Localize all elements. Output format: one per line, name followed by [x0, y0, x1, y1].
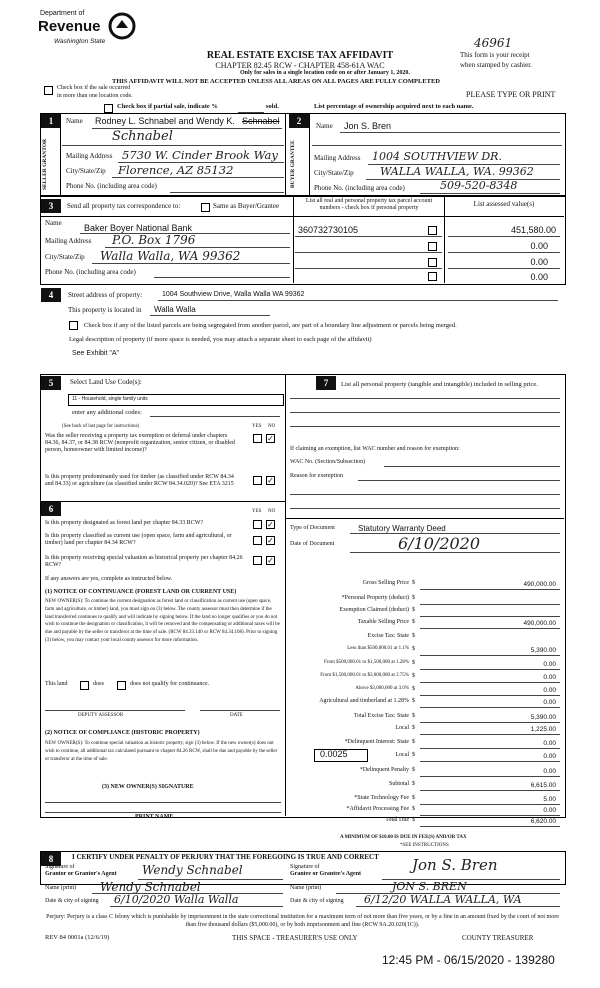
seller-side-label: SELLER GRANTOR — [42, 138, 48, 190]
tax-row-label: From $500,000.01 to $1,500,000 at 1.28% — [324, 660, 409, 665]
s8-grantee-name-label: Name (print) — [290, 885, 322, 891]
section-8-badge: 8 — [41, 852, 61, 866]
s2-name-label: Name — [316, 122, 333, 130]
s5-yes-header: YES — [252, 424, 262, 429]
buyer-side-label: BUYER GRANTEE — [290, 140, 296, 188]
footer-county: COUNTY TREASURER — [462, 934, 534, 942]
s3-mailing-label: Mailing Address — [45, 237, 92, 245]
tax-row-dollar: $ — [412, 646, 415, 652]
s6-q3-no[interactable]: ✓ — [267, 556, 274, 565]
s3-list-header: List all real and personal property tax parcel account numbers - check box if personal property — [305, 198, 433, 211]
s3-mailing-value: P.O. Box 1796 — [112, 233, 196, 247]
tax-row-dollar: $ — [412, 673, 415, 679]
s1-citystate-value: Florence, AZ 85132 — [118, 163, 234, 177]
tax-row-dollar: $ — [412, 781, 415, 787]
tax-row-value: 0.00 — [543, 674, 556, 681]
s8-sig-grantor-value: Wendy Schnabel — [142, 863, 243, 877]
s5-no-header: NO — [268, 424, 276, 429]
s3-same-label: Same as Buyer/Grantee — [213, 202, 280, 210]
s7-reason-label: Reason for exemption — [290, 473, 343, 479]
s7-exemption-claim: If claiming an exemption, list WAC number and reason for exemption: — [290, 446, 460, 452]
s4-see-exhibit: See Exhibit "A" — [72, 350, 119, 357]
s1-citystate-label: City/State/Zip — [66, 167, 106, 175]
s8-perjury: Perjury: Perjury is a class C felony which is punishable by imprisonment in the state correctional institution for a maximum term of not more than five years, or by a fine in an amount fixed by the court of not more than five thousand dollars ($5,000.00), or by both imprisonment and fine (RCW 9A.20.020(1C)). — [46, 914, 559, 928]
s4-segregated-checkbox[interactable] — [69, 321, 78, 330]
parcel-3-value: 0.00 — [530, 257, 548, 267]
s1-mailing-label: Mailing Address — [66, 152, 113, 160]
s3-same-checkbox[interactable] — [201, 203, 210, 212]
s6-date: DATE — [230, 713, 243, 718]
s1-name-label: Name — [66, 117, 83, 125]
tax-row-dollar: $ — [412, 619, 415, 625]
footer-rev: REV 84 0001a (12/6/19) — [45, 934, 110, 941]
tax-row-line — [420, 628, 560, 629]
tax-row-line — [420, 734, 560, 735]
tax-row-value: 5,390.00 — [530, 714, 556, 721]
s7-personal-property: List all personal property (tangible and intangible) included in selling price. — [341, 381, 538, 388]
s8-grantor-date-label: Date & city of signing — [45, 898, 99, 904]
s8-grantee-print: JON S. BREN — [392, 880, 467, 893]
tax-row-label: From $1,500,000.01 to $3,000,000 at 2.75% — [320, 673, 409, 678]
s8-grantor-name-label: Name (print) — [45, 885, 77, 891]
tax-row-line — [420, 804, 560, 805]
parcel-3-checkbox[interactable] — [428, 258, 437, 267]
tax-row-label: Gross Selling Price — [362, 580, 409, 586]
s8-sig-grantor-2: Grantor or Grantor's Agent — [45, 871, 117, 877]
partial-sale-checkbox[interactable] — [104, 104, 113, 113]
s6-if-yes: If any answers are yes, complete as instructed below. — [45, 576, 173, 582]
s6-print-name: PRINT NAME — [135, 814, 174, 820]
s4-located-label: This property is located in — [68, 306, 142, 314]
s8-grantor-print: Wendy Schnabel — [100, 880, 201, 894]
s7-doc-type-value: Statutory Warranty Deed — [358, 524, 446, 533]
s8-certify: I CERTIFY UNDER PENALTY OF PERJURY THAT THE FOREGOING IS TRUE AND CORRECT — [72, 853, 379, 861]
s5-q1-no[interactable]: ✓ — [267, 434, 274, 443]
s1-mailing-value: 5730 W. Cinder Brook Way — [122, 148, 278, 162]
tax-row-label: Exemption Claimed (deduct) — [339, 607, 409, 613]
s1-name-value: Rodney L. Schnabel and Wendy K. — [95, 116, 235, 126]
tax-row-line — [420, 790, 560, 791]
tax-row-dollar: $ — [412, 580, 415, 586]
s2-mailing-value: 1004 SOUTHVIEW DR. — [372, 150, 502, 163]
s2-name-value: Jon S. Bren — [344, 121, 392, 131]
tax-row-label: Excise Tax: State — [367, 633, 409, 639]
s5-land-use-label: Select Land Use Code(s): — [70, 378, 142, 386]
multi-location-label-2: in more than one location code. — [57, 93, 133, 99]
tax-row-line — [420, 682, 560, 683]
s6-does-not-checkbox[interactable] — [117, 681, 126, 690]
tax-row-dollar: $ — [412, 739, 415, 745]
footer-treasurer-space: THIS SPACE - TREASURER'S USE ONLY — [232, 934, 358, 942]
tax-row-label: Local — [395, 725, 409, 731]
s4-segregated-label: Check box if any of the listed parcels are being segregated from another parcel, are part of a boundary line adjustment or parcels being merged. — [84, 322, 457, 329]
tax-row-line — [420, 748, 560, 749]
section-1-badge: 1 — [41, 114, 61, 128]
s3-assessed-header: List assessed value(s) — [473, 200, 535, 208]
parcel-1-number: 360732730105 — [298, 225, 359, 235]
tax-row-dollar: $ — [412, 607, 415, 613]
tax-row-line — [420, 826, 560, 827]
s6-q1: Is this property designated as forest land per chapter 84.33 RCW? — [45, 520, 204, 526]
s4-located-value: Walla Walla — [154, 305, 196, 314]
tax-row-line — [420, 707, 560, 708]
s6-notice2-body: NEW OWNER(S): To continue special valuation as historic property, sign (3) below. If the new owner(s) does not wish to continue, all additional tax calculated pursuant to chapter 84.26 RCW, shall be due and payable by the seller or transferor at the time of sale. — [45, 741, 278, 762]
tax-row-label: Total Due — [385, 817, 409, 823]
tax-row-value: 5.00 — [543, 796, 556, 803]
tax-row-dollar: $ — [412, 752, 415, 758]
tax-row-dollar: $ — [412, 725, 415, 731]
s6-q3: Is this property receiving special valuation as historical property per chapter 84.26 RCW? — [45, 555, 243, 568]
s8-sig-grantor-1: Signature of — [45, 864, 75, 870]
tax-row-dollar: $ — [412, 686, 415, 692]
s6-does: does — [93, 681, 104, 687]
tax-row-line — [420, 655, 560, 656]
s6-q2-yes[interactable] — [253, 536, 262, 545]
tax-row-line — [420, 776, 560, 777]
partial-sale-suffix: sold. — [266, 103, 279, 110]
s5-q2: Is this property predominantly used for timber (as classified under RCW 84.34 and 84.33) or agriculture (as classified under RCW 84.34.020)? See ETA 3215 — [45, 474, 234, 487]
s3-name-value: Baker Boyer National Bank — [84, 223, 193, 233]
s7-doc-type-label: Type of Document — [290, 525, 335, 531]
only-for-note: Only for sales in a single location code on or after January 1, 2020. — [240, 70, 410, 76]
s5-q2-yes[interactable] — [253, 476, 262, 485]
s8-sig-grantee-2: Grantee or Grantee's Agent — [290, 871, 362, 877]
parcel-1-checkbox[interactable] — [428, 226, 437, 235]
s6-q1-yes[interactable] — [253, 520, 262, 529]
partial-sale-label: Check box if partial sale, indicate % — [117, 103, 218, 110]
tax-row-label: Subtotal — [388, 781, 409, 787]
tax-row-line — [420, 589, 560, 590]
tax-row-value: 0.00 — [543, 687, 556, 694]
tax-row-label: Agricultural and timberland at 1.28% — [319, 698, 409, 704]
s1-name-hand: Schnabel — [112, 129, 173, 144]
tax-row-dollar: $ — [412, 817, 415, 823]
s3-phone-label: Phone No. (including area code) — [45, 268, 136, 276]
tax-row-dollar: $ — [412, 767, 415, 773]
tax-row-line — [420, 695, 560, 696]
s8-grantee-date: 6/12/20 WALLA WALLA, WA — [364, 893, 522, 906]
s5-q1: Was the seller receiving a property tax exemption or deferral under chapters 84.36, 84.37, or 84.38 RCW (nonprofit organization, senior citizen, or disabled person, homeowner with limited income)? — [45, 433, 235, 453]
tax-row-dollar: $ — [412, 595, 415, 601]
s8-grantor-date: 6/10/2020 Walla Walla — [114, 893, 239, 906]
parcel-1-value: 451,580.00 — [510, 225, 556, 235]
dept-line3: Washington State — [54, 38, 106, 45]
s5-land-use-value: 11 - Household, single family units — [72, 396, 148, 402]
local-rate: 0.0025 — [320, 749, 348, 759]
tax-see-instructions: *SEE INSTRUCTIONS — [400, 843, 449, 848]
s4-legal-label: Legal description of property (if more space is needed, you may attach a separate sheet to each page of the affidavit) — [69, 336, 372, 343]
tax-row-line — [420, 815, 560, 816]
s6-notice1-body: NEW OWNER(S): To continue the current designation as forest land or classification as current use (open space, farm and agriculture, or timber) land, you must sign on (3) below. The county assessor must then determine if the land transferred continues to qualify and will indicate by signing below. If the land no longer qualifies or you do not wish to continue the designation or classification, it will be removed and the compensating or additional taxes will be due and payable by the seller or transferor at the time of sale. (RCW 84.33.140 or RCW 84.34.108). Prior to signing (3) below, you may contact your local county assessor for more information. — [45, 599, 280, 643]
s8-sig-grantee-1: Signature of — [290, 864, 320, 870]
tax-row-value: 6,615.00 — [530, 782, 556, 789]
tax-row-value: 0.00 — [543, 753, 556, 760]
s6-q2-no[interactable]: ✓ — [267, 536, 274, 545]
s6-notice1-title: (1) NOTICE OF CONTINUANCE (FOREST LAND OR CURRENT USE) — [45, 589, 237, 595]
tax-row-label: Less than $500,000.01 at 1.1% — [347, 646, 409, 651]
tax-row-value: 490,000.00 — [523, 620, 556, 627]
s5-see-back: (See back of last page for instructions) — [62, 424, 140, 429]
s5-q2-no[interactable]: ✓ — [267, 476, 274, 485]
s6-q2: Is this property classified as current use (open space, farm and agricultural, or timber) land per chapter 84.34 RCW? — [45, 533, 232, 546]
tax-row-label: Total Excise Tax: State — [353, 713, 409, 719]
s6-notice3: (3) NEW OWNER(S) SIGNATURE — [102, 784, 194, 790]
dor-logo — [40, 10, 140, 68]
parcel-4-checkbox[interactable] — [428, 272, 437, 281]
s3-citystate-value: Walla Walla, WA 99362 — [100, 249, 241, 263]
tax-row-value: 490,000.00 — [523, 581, 556, 588]
s4-street-label: Street address of property: — [68, 291, 143, 299]
tax-row-line — [420, 761, 560, 762]
s2-mailing-label: Mailing Address — [314, 154, 361, 162]
s7-doc-date-value: 6/10/2020 — [398, 534, 481, 553]
parcel-4-value: 0.00 — [530, 272, 548, 282]
section-3-badge: 3 — [41, 199, 61, 213]
tax-row-dollar: $ — [412, 713, 415, 719]
tax-row-label: *Affidavit Processing Fee — [346, 806, 409, 812]
form-chapter: CHAPTER 82.45 RCW - CHAPTER 458-61A WAC — [215, 61, 385, 70]
tax-row-value: 6,620.00 — [530, 818, 556, 825]
dept-line2: Revenue — [38, 18, 101, 35]
s6-no-header: NO — [268, 509, 276, 514]
receipt-note-2: when stamped by cashier. — [460, 61, 532, 69]
tax-row-line — [420, 669, 560, 670]
s6-deputy: DEPUTY ASSESSOR — [78, 713, 124, 718]
multi-location-label-1: Check box if the sale occurred — [57, 85, 131, 91]
s5-q1-yes[interactable] — [253, 434, 262, 443]
s6-q3-yes[interactable] — [253, 556, 262, 565]
s6-notice2-title: (2) NOTICE OF COMPLIANCE (HISTORIC PROPERTY) — [45, 730, 200, 736]
tax-row-line — [420, 616, 560, 617]
section-6-badge: 6 — [41, 502, 61, 516]
s4-street-value: 1004 Southview Drive, Walla Walla WA 99362 — [162, 291, 305, 298]
ownership-note: List percentage of ownership acquired next to each name. — [314, 103, 474, 110]
please-type: PLEASE TYPE OR PRINT — [466, 90, 556, 99]
s1-phone-label: Phone No. (including area code) — [66, 182, 157, 190]
tax-row-line — [420, 604, 560, 605]
tax-row-label: *State Technology Fee — [354, 795, 409, 801]
tax-row-label: *Delinquent Interest: State — [344, 739, 409, 745]
tax-row-dollar: $ — [412, 660, 415, 666]
parcel-2-value: 0.00 — [530, 241, 548, 251]
tax-row-value: 1,225.00 — [530, 726, 556, 733]
tax-row-value: 0.00 — [543, 807, 556, 814]
not-accepted-note: THIS AFFIDAVIT WILL NOT BE ACCEPTED UNLESS ALL AREAS ON ALL PAGES ARE FULLY COMPLETED — [112, 78, 440, 85]
dept-line1: Department of — [40, 10, 85, 17]
s3-citystate-label: City/State/Zip — [45, 253, 85, 261]
tax-row-label: Above $3,000,000 at 3.0% — [355, 686, 409, 691]
s6-does-not: does not qualify for continuance. — [130, 681, 210, 687]
wa-logo-icon — [108, 12, 136, 40]
tax-row-dollar: $ — [412, 698, 415, 704]
tax-row-label: Local — [395, 752, 409, 758]
s6-does-checkbox[interactable] — [80, 681, 89, 690]
s8-grantee-date-label: Date & city of signing — [290, 898, 344, 904]
footer-stamp: 12:45 PM - 06/15/2020 - 139280 — [382, 953, 555, 967]
section-4-badge: 4 — [41, 288, 61, 302]
tax-row-line — [420, 722, 560, 723]
s7-doc-date-label: Date of Document — [290, 541, 335, 547]
tax-row-value: 5,390.00 — [530, 647, 556, 654]
section-7-badge: 7 — [316, 376, 336, 390]
tax-row-dollar: $ — [412, 806, 415, 812]
tax-row-label: *Personal Property (deduct) — [341, 595, 409, 601]
tax-row-value: 0.00 — [543, 661, 556, 668]
section-5-badge: 5 — [41, 376, 61, 390]
tax-row-value: 0.00 — [543, 699, 556, 706]
tax-row-dollar: $ — [412, 633, 415, 639]
multi-location-checkbox[interactable] — [44, 86, 53, 95]
s2-phone-value: 509-520-8348 — [440, 179, 518, 192]
tax-row-label: *Delinquent Penalty — [359, 767, 409, 773]
receipt-note-1: This form is your receipt — [460, 51, 530, 59]
s2-phone-label: Phone No. (including area code) — [314, 184, 405, 192]
s1-name-struck: Schnabel — [242, 116, 280, 126]
s2-citystate-value: WALLA WALLA, WA. 99362 — [380, 165, 534, 178]
tax-row-value: 0.00 — [543, 740, 556, 747]
tax-row-dollar: $ — [412, 795, 415, 801]
tax-minimum: A MINIMUM OF $10.00 IS DUE IN FEE(S) AND/OR TAX — [340, 835, 467, 840]
s3-send-label: Send all property tax correspondence to: — [67, 202, 181, 210]
form-title: REAL ESTATE EXCISE TAX AFFIDAVIT — [206, 50, 394, 61]
s2-citystate-label: City/State/Zip — [314, 169, 354, 177]
tax-row-label: Taxable Selling Price — [357, 619, 409, 625]
s6-yes-header: YES — [252, 509, 262, 514]
s6-this-land: This land — [45, 681, 68, 687]
parcel-2-checkbox[interactable] — [428, 242, 437, 251]
s8-sig-grantee-value: Jon S. Bren — [412, 856, 498, 874]
s5-additional: enter any additional codes: — [72, 409, 142, 416]
s7-wac-label: WAC No. (Section/Subsection) — [290, 459, 366, 465]
stamp-number: 46961 — [474, 36, 513, 50]
tax-row-value: 0.00 — [543, 768, 556, 775]
s3-name-label: Name — [45, 219, 62, 227]
section-2-badge: 2 — [289, 114, 309, 128]
s6-q1-no[interactable]: ✓ — [267, 520, 274, 529]
